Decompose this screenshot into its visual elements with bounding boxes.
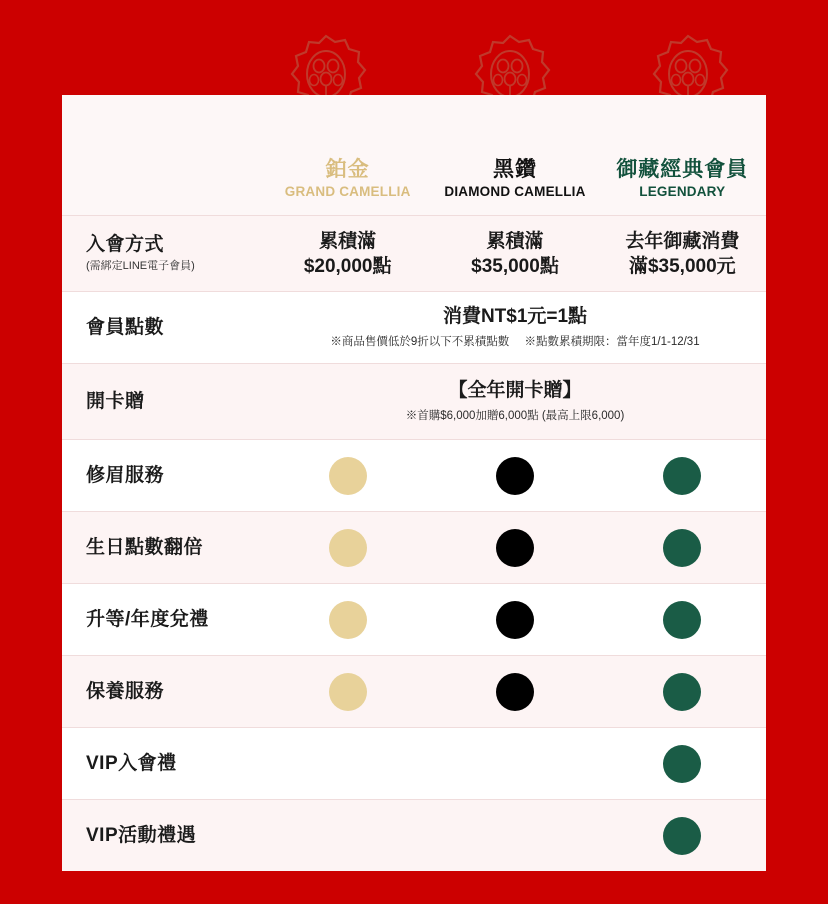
row-label-member-points — [62, 316, 264, 340]
row-label-main: 升等/年度兌禮 — [86, 608, 209, 630]
cell-grand-camellia — [264, 601, 431, 639]
cell-legendary — [599, 817, 766, 855]
table-row — [62, 583, 766, 655]
table-row — [62, 363, 766, 439]
cell-legendary — [599, 745, 766, 783]
availability-dot-black — [496, 457, 534, 495]
tier-column-legendary — [599, 95, 766, 215]
cell-diamond-camellia — [431, 745, 598, 783]
table-header-row — [62, 95, 766, 215]
availability-dot-green — [663, 745, 701, 783]
row-label-main: 會員點數 — [86, 316, 165, 338]
availability-dot-green — [663, 529, 701, 567]
cell-legendary — [599, 673, 766, 711]
span-notes — [274, 333, 756, 351]
row-label-main: 生日點數翻倍 — [86, 536, 204, 558]
availability-dot-empty — [496, 817, 534, 855]
span-note-1: ※商品售價低於9折以下不累積點數 — [330, 336, 510, 348]
tier-name-en: LEGENDARY — [639, 184, 726, 199]
row-label-main: 保養服務 — [86, 680, 165, 702]
table-row — [62, 511, 766, 583]
availability-dot-gold — [329, 601, 367, 639]
row-label-membership-method — [62, 233, 264, 274]
cell-line-1: 累積滿 — [319, 230, 377, 252]
availability-dot-gold — [329, 673, 367, 711]
availability-dot-green — [663, 817, 701, 855]
row-label-skincare-service — [62, 680, 264, 704]
row-label-sub: (需綁定LINE電子會員) — [86, 260, 195, 272]
cell-line-1: 累積滿 — [486, 230, 544, 252]
cell-line-2: 滿$35,000元 — [628, 255, 736, 277]
cell-line-2: $35,000點 — [471, 255, 559, 277]
row-label-upgrade-annual-gift — [62, 608, 264, 632]
cell-diamond-camellia — [431, 817, 598, 855]
row-label-birthday-double-points — [62, 536, 264, 560]
row-label-main: 開卡贈 — [86, 390, 145, 412]
row-label-card-opening-gift — [62, 390, 264, 414]
tier-table-card — [62, 95, 766, 871]
tier-name-cn: 御藏經典會員 — [616, 158, 749, 181]
cell-grand-camellia — [264, 673, 431, 711]
tier-name-cn: 鉑金 — [325, 158, 370, 181]
cell-grand-camellia — [264, 229, 431, 279]
span-note-2: ※點數累積期限：當年度1/1-12/31 — [524, 336, 700, 348]
row-label-main: 入會方式 — [86, 234, 165, 255]
availability-dot-green — [663, 457, 701, 495]
cell-line-2: $20,000點 — [303, 255, 392, 277]
span-note-1: ※首購$6,000加贈6,000點 (最高上限6,000) — [405, 410, 625, 422]
availability-dot-black — [496, 601, 534, 639]
row-label-vip-event-privilege — [62, 824, 264, 848]
tier-name-en: DIAMOND CAMELLIA — [444, 184, 586, 199]
availability-dot-black — [496, 529, 534, 567]
cell-line-1: 去年御藏消費 — [625, 230, 740, 252]
row-label-main: 修眉服務 — [86, 464, 165, 486]
availability-dot-black — [496, 673, 534, 711]
cell-grand-camellia — [264, 529, 431, 567]
table-row — [62, 215, 766, 291]
cell-legendary — [599, 601, 766, 639]
availability-dot-green — [663, 673, 701, 711]
table-row — [62, 655, 766, 727]
availability-dot-gold — [329, 529, 367, 567]
cell-member-points-span — [264, 304, 766, 351]
table-row — [62, 291, 766, 363]
header-empty-corner — [62, 95, 264, 215]
cell-diamond-camellia — [431, 529, 598, 567]
span-main-text: 【全年開卡贈】 — [448, 380, 582, 401]
cell-legendary — [599, 529, 766, 567]
cell-grand-camellia — [264, 745, 431, 783]
tier-name-cn: 黑鑽 — [492, 158, 537, 181]
cell-diamond-camellia — [431, 457, 598, 495]
row-label-eyebrow-service — [62, 464, 264, 488]
row-label-vip-welcome-gift — [62, 752, 264, 776]
availability-dot-green — [663, 601, 701, 639]
availability-dot-empty — [329, 745, 367, 783]
span-notes — [274, 407, 756, 425]
cell-diamond-camellia — [431, 601, 598, 639]
cell-grand-camellia — [264, 817, 431, 855]
cell-legendary — [599, 229, 766, 279]
span-main-text: 消費NT$1元=1點 — [442, 306, 588, 327]
cell-diamond-camellia — [431, 229, 598, 279]
tier-column-grand-camellia — [264, 95, 431, 215]
tier-name-en: GRAND CAMELLIA — [284, 184, 411, 199]
cell-diamond-camellia — [431, 673, 598, 711]
row-label-main: VIP活動禮遇 — [86, 824, 197, 846]
cell-card-opening-span — [264, 378, 766, 425]
availability-dot-empty — [496, 745, 534, 783]
table-row — [62, 799, 766, 871]
tier-column-diamond-camellia — [431, 95, 598, 215]
table-row — [62, 727, 766, 799]
cell-grand-camellia — [264, 457, 431, 495]
row-label-main: VIP入會禮 — [86, 752, 177, 774]
availability-dot-empty — [329, 817, 367, 855]
availability-dot-gold — [329, 457, 367, 495]
cell-legendary — [599, 457, 766, 495]
table-row — [62, 439, 766, 511]
